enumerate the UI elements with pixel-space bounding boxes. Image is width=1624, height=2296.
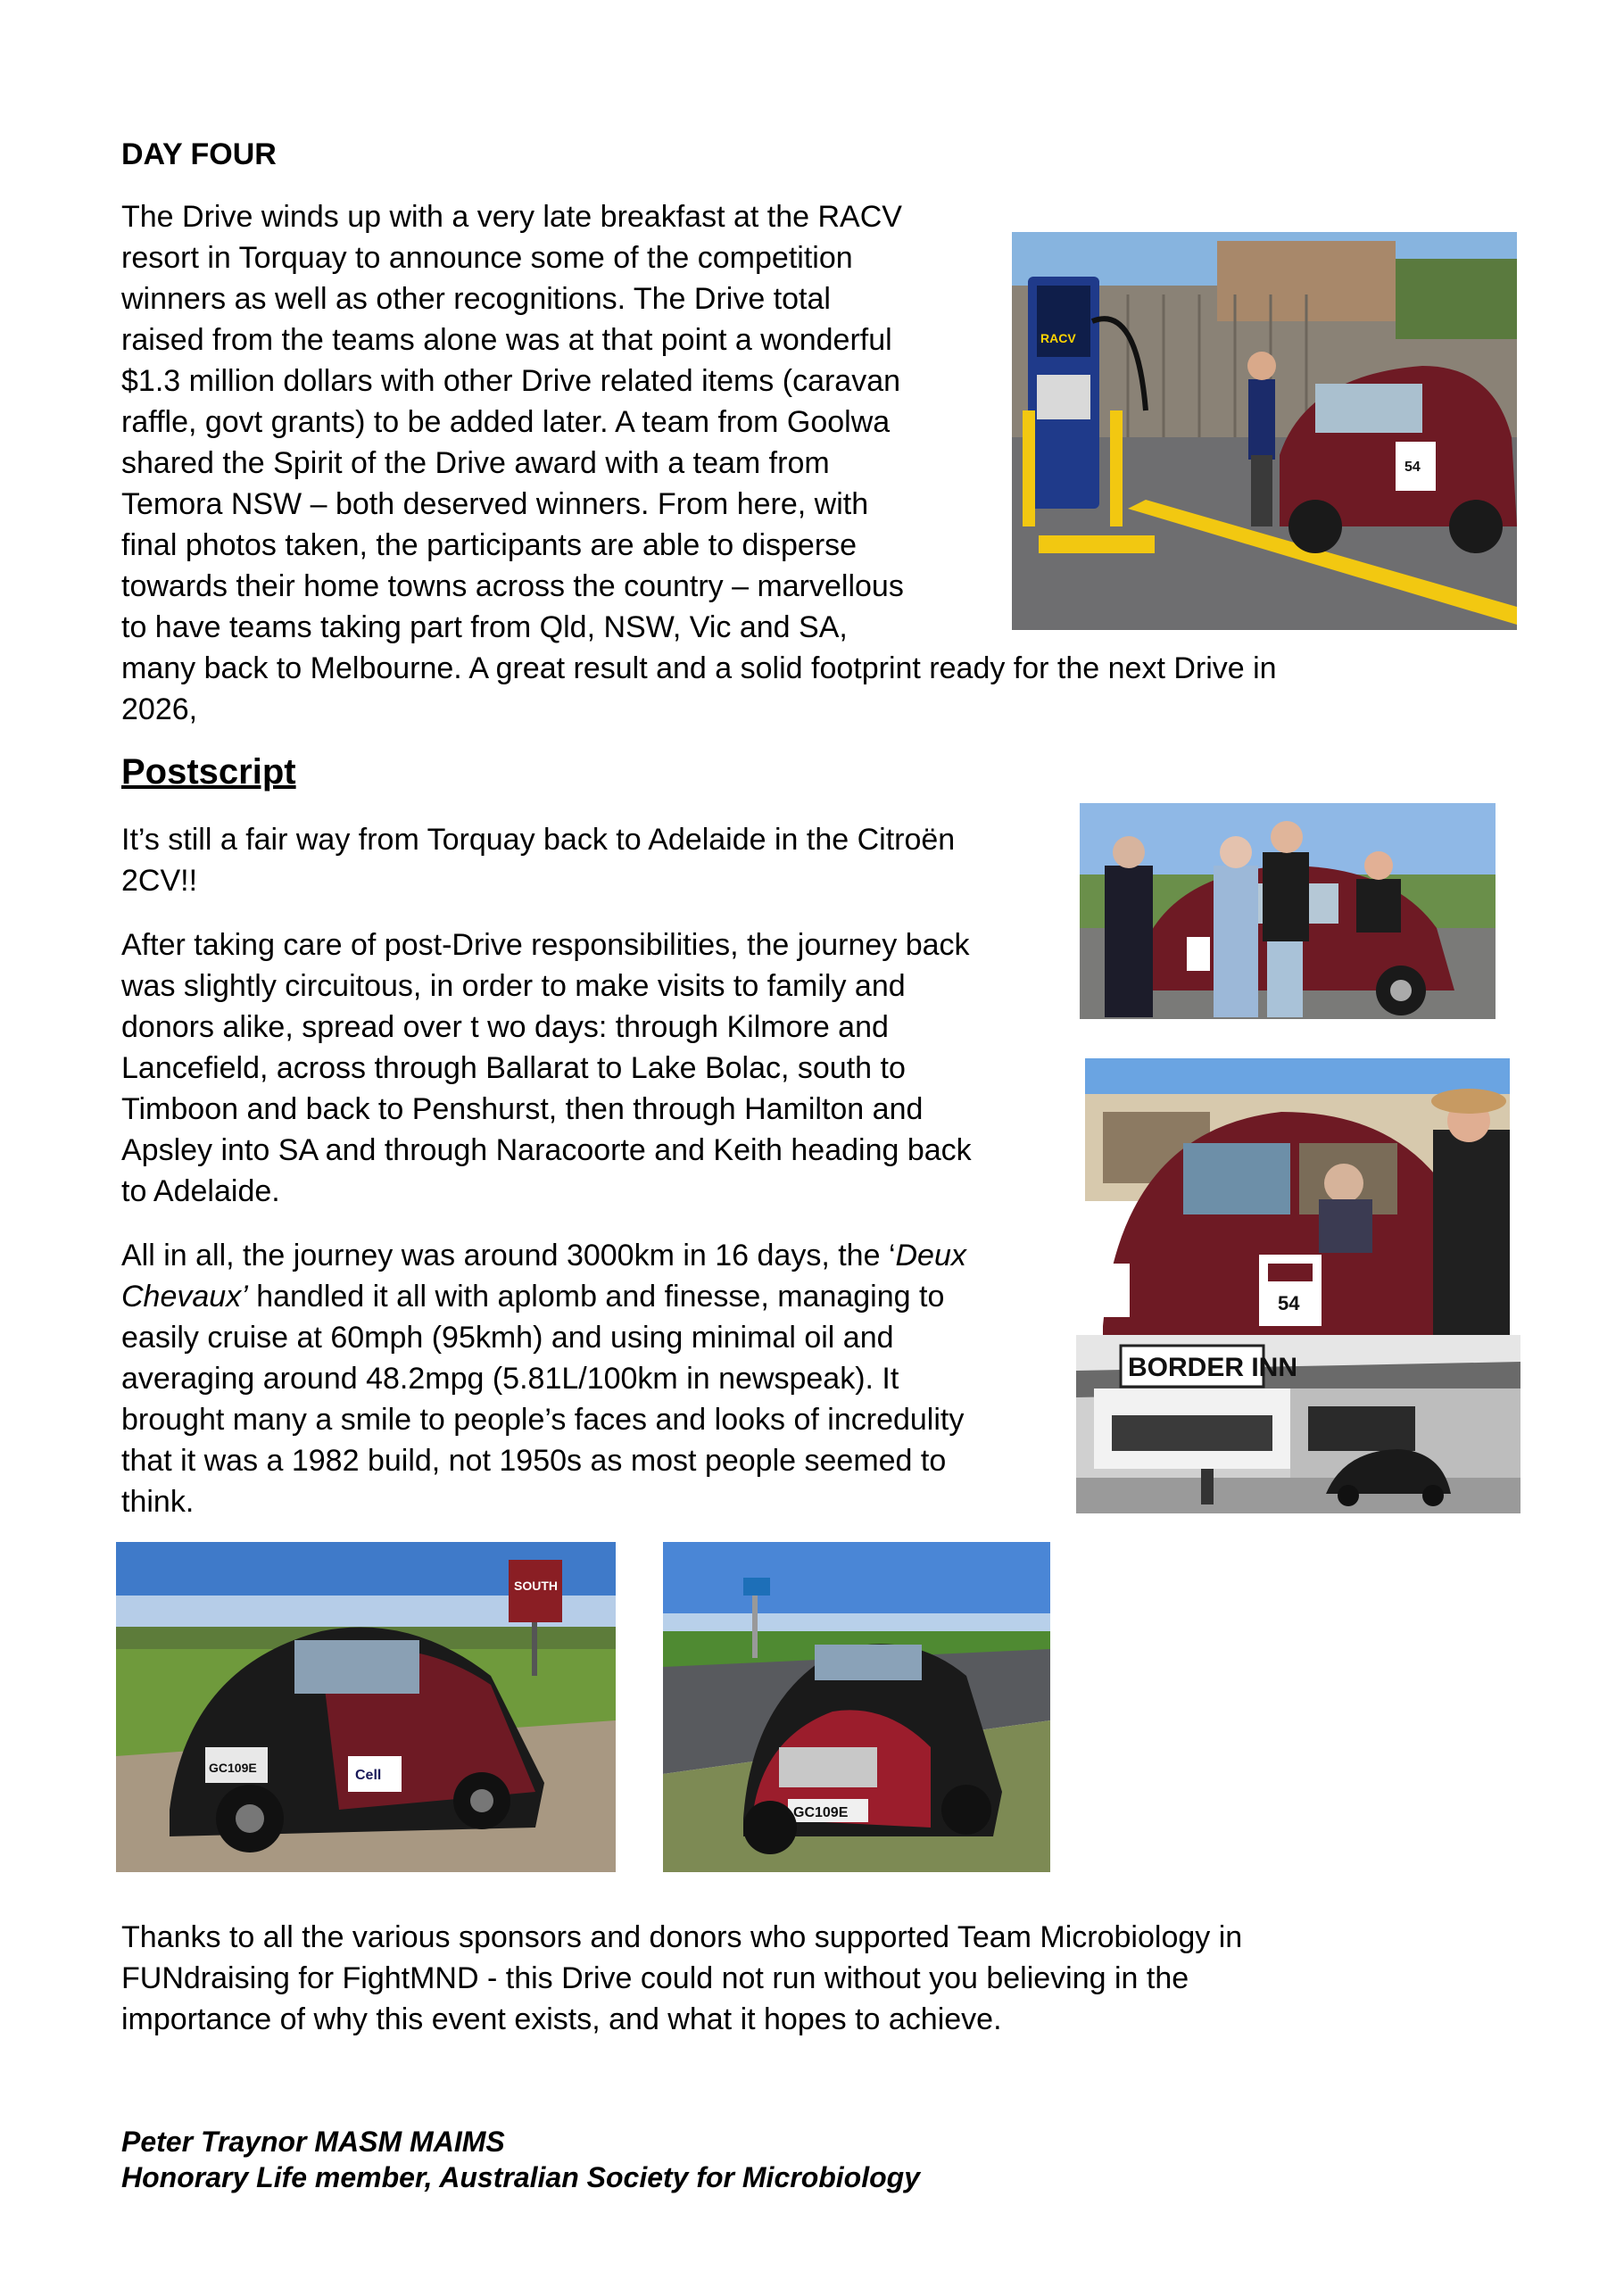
body-italic: Deux	[895, 1239, 966, 1272]
body-line: easily cruise at 60mph (95kmh) and using minimal oil and	[121, 1321, 894, 1355]
body-line: 2026,	[121, 692, 198, 726]
body-line	[121, 1276, 944, 1317]
plate-number-text: 54	[1278, 1292, 1300, 1314]
body-line: think.	[121, 1485, 195, 1519]
body-italic: Chevaux’	[121, 1280, 248, 1314]
body-line: After taking care of post-Drive responsibilities, the journey back	[121, 928, 970, 962]
body-line: Timboon and back to Penshurst, then through Hamilton and	[121, 1092, 924, 1126]
body-line: Lancefield, across through Ballarat to Lake Bolac, south to	[121, 1051, 906, 1085]
body-line: averaging around 48.2mpg (5.81L/100km in newspeak). It	[121, 1362, 899, 1396]
body-line: importance of why this event exists, and what it hopes to achieve.	[121, 2002, 1002, 2036]
body-line: to have teams taking part from Qld, NSW, Vic and SA,	[121, 610, 848, 644]
racv-logo-text: RACV	[1040, 331, 1076, 345]
body-line: towards their home towns across the country – marvellous	[121, 569, 904, 603]
body-line: Temora NSW – both deserved winners. From here, with	[121, 487, 869, 521]
signature-name: Peter Traynor MASM MAIMS	[121, 2126, 505, 2158]
body-line: winners as well as other recognitions. The Drive total	[121, 282, 831, 316]
body-line: shared the Spirit of the Drive award with a team from	[121, 446, 830, 480]
rego-plate-text: GC109E	[209, 1761, 257, 1775]
body-line: resort in Torquay to announce some of the competition	[121, 241, 853, 275]
rego-plate-text: GC109E	[793, 1805, 849, 1820]
photo-racv-charger	[1012, 232, 1517, 630]
south-sign-text: SOUTH	[514, 1579, 558, 1593]
body-line: Thanks to all the various sponsors and donors who supported Team Microbiology in	[121, 1920, 1243, 1954]
body-line: FUNdraising for FightMND - this Drive could not run without you believing in the	[121, 1961, 1189, 1995]
body-text: All in all, the journey was around 3000km in 16 days, the ‘	[121, 1239, 896, 1272]
cell-sticker-text: Cell	[355, 1768, 382, 1783]
photo-car-window-portrait	[1085, 1058, 1510, 1335]
photo-car-roadside	[663, 1542, 1050, 1872]
photo-car-south-australia-sign	[116, 1542, 616, 1872]
body-line: $1.3 million dollars with other Drive related items (caravan	[121, 364, 901, 398]
photo-border-inn	[1076, 1335, 1520, 1513]
border-inn-sign-text: BORDER INN	[1128, 1353, 1298, 1382]
body-line: was slightly circuitous, in order to make visits to family and	[121, 969, 906, 1003]
body-line: 2CV!!	[121, 864, 198, 898]
body-line: It’s still a fair way from Torquay back to Adelaide in the Citroën	[121, 823, 956, 857]
body-line: Apsley into SA and through Naracoorte and Keith heading back	[121, 1133, 972, 1167]
plate-number-text: 54	[1404, 460, 1421, 475]
body-line: final photos taken, the participants are able to disperse	[121, 528, 858, 562]
body-text: handled it all with aplomb and finesse, managing to	[247, 1280, 945, 1314]
body-line: that it was a 1982 build, not 1950s as most people seemed to	[121, 1444, 947, 1478]
body-line: The Drive winds up with a very late breakfast at the RACV	[121, 200, 902, 234]
body-line: raffle, govt grants) to be added later. A team from Goolwa	[121, 405, 891, 439]
body-line	[121, 1235, 966, 1276]
body-line: donors alike, spread over t wo days: through Kilmore and	[121, 1010, 889, 1044]
body-line: raised from the teams alone was at that point a wonderful	[121, 323, 892, 357]
photo-group-with-car	[1080, 803, 1496, 1019]
day-four-heading: DAY FOUR	[121, 137, 277, 171]
postscript-heading: Postscript	[121, 752, 296, 792]
body-line: to Adelaide.	[121, 1174, 280, 1208]
body-line: brought many a smile to people’s faces and looks of incredulity	[121, 1403, 965, 1437]
signature-title: Honorary Life member, Australian Society for Microbiology	[121, 2161, 920, 2193]
body-line: many back to Melbourne. A great result and a solid footprint ready for the next Drive in	[121, 651, 1277, 685]
